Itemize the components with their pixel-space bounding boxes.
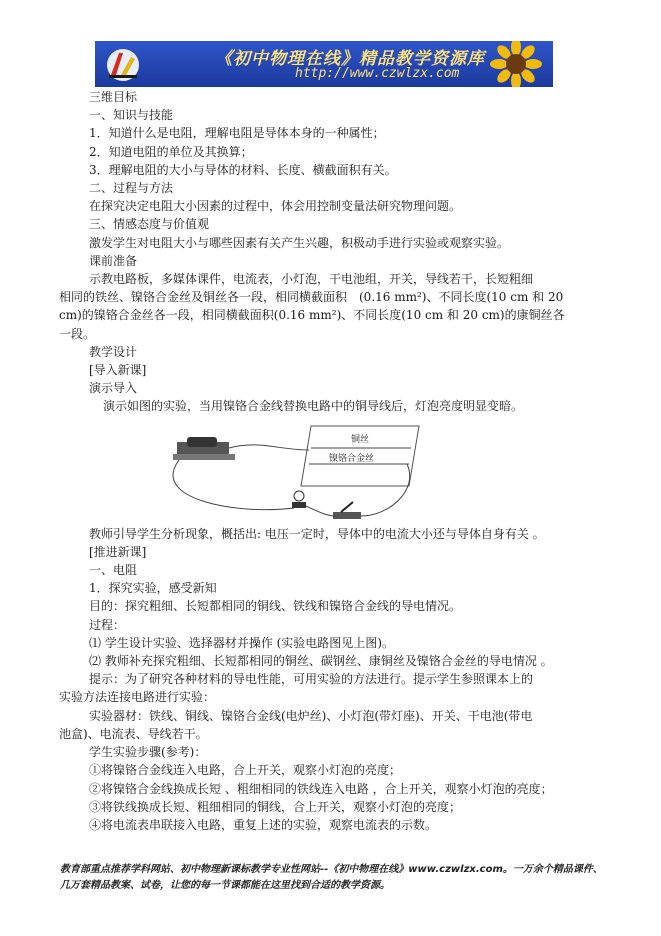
text-line: 二、过程与方法 — [89, 181, 174, 196]
text-line: 提示：为了研究各种材料的导电性能，可用实验的方法进行。提示学生参照课本上的 — [89, 672, 534, 687]
text-line: 激发学生对电阻大小与哪些因素有关产生兴趣，积极动手进行实验或观察实验。 — [89, 235, 510, 250]
text-line: 池盒)、电流表、导线若干。 — [59, 726, 208, 741]
text-line: 实验方法连接电路进行实验： — [59, 690, 216, 705]
text-line: ⑴ 学生设计实验、选择器材并操作 (实验电路图见上图)。 — [89, 635, 394, 650]
heading-objectives: 三维目标 — [89, 90, 138, 104]
text-line: 一、电阻 — [89, 563, 138, 578]
text-line: 一、知识与技能 — [89, 108, 174, 123]
text-line: 在探究决定电阻大小因素的过程中，体会用控制变量法研究物理问题。 — [89, 199, 462, 214]
text-line: ⑵ 教师补充探究粗细、长短都相同的铜丝、碳钢丝、康铜丝及镍铬合金丝的导电情况 。 — [89, 654, 553, 669]
label-nichrome-wire: 镍铬合金丝 — [329, 453, 375, 464]
text-line: cm)的镍铬合金丝各一段，相同横截面积(0.16 mm²)、不同长度(10 cm 和 20 cm)的康铜丝各 — [59, 308, 565, 323]
heading-preparation: 课前准备 — [89, 253, 138, 268]
footer-line: 几万套精品教案、试卷，让您的每一节课都能在这里找到合适的教学资源。 — [60, 880, 390, 891]
header-banner — [95, 41, 553, 87]
switch-icon — [333, 512, 361, 519]
text-line: 过程： — [89, 617, 126, 632]
label-copper-wire: 铜丝 — [351, 434, 370, 445]
text-line: 2．知道电阻的单位及其换算； — [89, 144, 253, 159]
text-line: 学生实验步骤(参考)： — [89, 745, 207, 760]
text-line: [推进新课] — [89, 544, 147, 559]
text-line: [导入新课] — [89, 363, 147, 378]
logo-icon — [101, 45, 145, 83]
lesson-plan-body — [59, 88, 589, 834]
text-line: 三、情感态度与价值观 — [89, 217, 210, 232]
circuit-figure — [89, 420, 589, 525]
banner-url: http://www.czwlzx.com — [295, 66, 460, 81]
text-line: 演示导入 — [89, 381, 138, 396]
text-line: 实验器材：铁线、铜线、镍铬合金线(电炉丝)、小灯泡(带灯座)、开关、干电池(带电 — [89, 708, 533, 723]
banner-title: 《初中物理在线》精品教学资源库 — [215, 49, 485, 69]
text-line: 1．知道什么是电阻，理解电阻是导体本身的一种属性； — [89, 126, 385, 141]
text-line: 演示如图的实验，当用镍铬合金线替换电路中的铜导线后，灯泡亮度明显变暗。 — [103, 399, 524, 414]
page-footer — [60, 862, 605, 894]
text-line: ①将镍铬合金线连入电路，合上开关，观察小灯泡的亮度； — [89, 763, 402, 778]
text-line: 3．理解电阻的大小与导体的材料、长度、横截面积有关。 — [89, 162, 397, 177]
bulb-icon — [294, 491, 304, 501]
circuit-diagram — [89, 420, 589, 525]
footer-line: 教育部重点推荐学科网站、初中物理新课标教学专业性网站--《初中物理在线》www.czwlzx.com。一万余个精品课件、 — [60, 864, 603, 875]
text-line: ②将镍铬合金线换成长短 、粗细相同的铁线连入电路 ，合上开关，观察小灯泡的亮度； — [89, 781, 553, 796]
text-line: 教师引导学生分析现象，概括出: 电压一定时，导体中的电流大小还与导体自身有关 。 — [89, 526, 545, 541]
text-line: 示教电路板，多媒体课件，电流表，小灯泡，干电池组，开关，导线若干，长短粗细 — [89, 272, 534, 287]
text-line: 目的：探究粗细、长短都相同的铜线、铁线和镍铬合金线的导电情况。 — [89, 599, 462, 614]
text-line: 一段。 — [59, 326, 96, 341]
heading-design: 教学设计 — [89, 344, 138, 359]
text-line: 相同的铁丝、镍铬合金丝及铜丝各一段，相同横截面积 (0.16 mm²)、不同长度(10 cm 和 20 — [59, 290, 564, 305]
text-line: ③将铁线换成长短、粗细相同的铜线，合上开关，观察小灯泡的亮度； — [89, 799, 462, 814]
sunflower-icon — [481, 41, 551, 87]
text-line: 1．探究实验，感受新知 — [89, 581, 217, 596]
text-line: ④将电流表串联接入电路，重复上述的实验，观察电流表的示数。 — [89, 817, 438, 832]
